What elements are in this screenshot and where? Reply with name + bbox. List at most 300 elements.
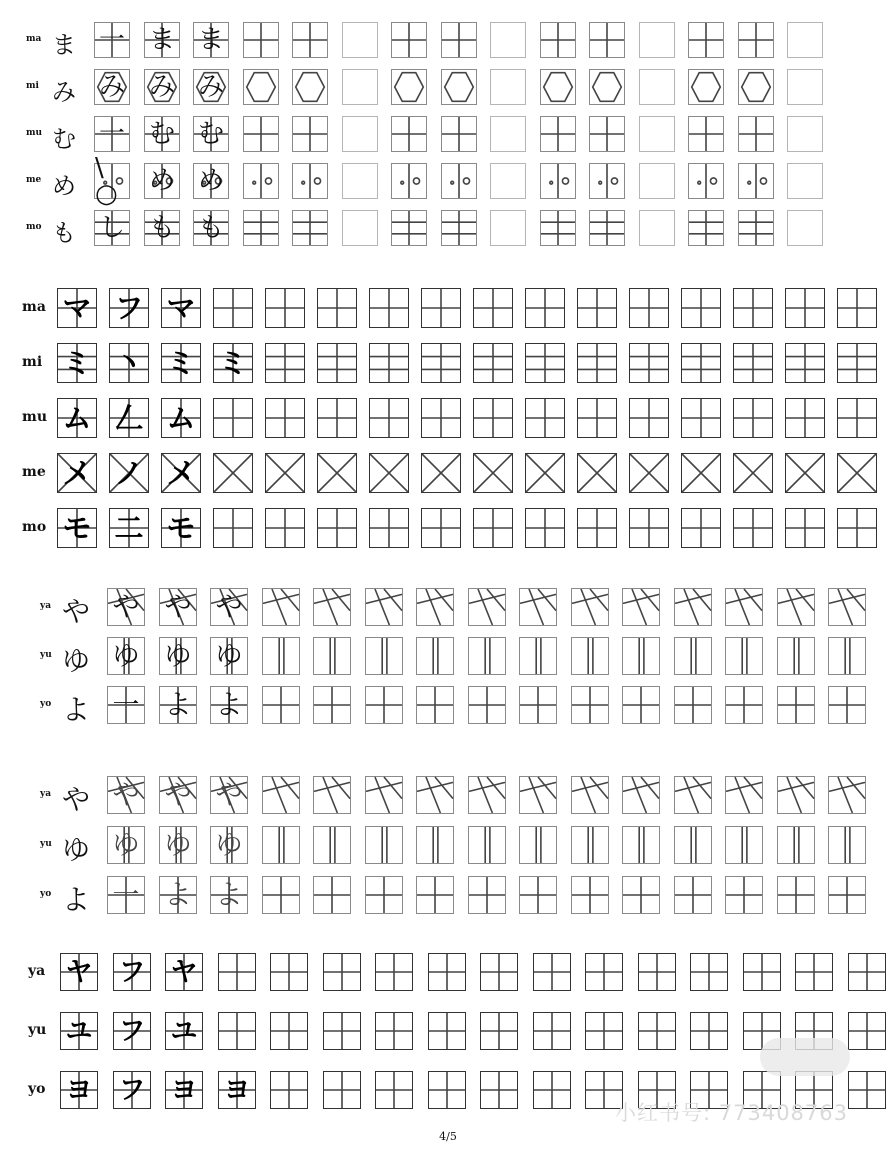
- tracing-box[interactable]: [210, 588, 248, 626]
- trace-character: ヨ: [170, 1074, 198, 1106]
- blank-practice-box[interactable]: [342, 210, 378, 246]
- practice-box[interactable]: [468, 686, 506, 724]
- practice-box[interactable]: [629, 398, 669, 438]
- practice-box[interactable]: [369, 508, 409, 548]
- practice-box[interactable]: [738, 116, 774, 152]
- practice-box[interactable]: [777, 776, 815, 814]
- practice-box[interactable]: [428, 1012, 466, 1050]
- practice-box[interactable]: [323, 1071, 361, 1109]
- practice-box[interactable]: [218, 1012, 256, 1050]
- practice-box[interactable]: [629, 508, 669, 548]
- tracing-box[interactable]: [144, 163, 180, 199]
- practice-box[interactable]: [441, 116, 477, 152]
- practice-box[interactable]: [577, 288, 617, 328]
- blank-practice-box[interactable]: [639, 22, 675, 58]
- tracing-box[interactable]: [60, 1012, 98, 1050]
- practice-box[interactable]: [473, 508, 513, 548]
- trace-character: や: [112, 591, 140, 623]
- tracing-box[interactable]: [144, 116, 180, 152]
- tracing-box[interactable]: [94, 22, 130, 58]
- tracing-box[interactable]: [113, 953, 151, 991]
- practice-box[interactable]: [777, 637, 815, 675]
- practice-box[interactable]: [468, 776, 506, 814]
- practice-box[interactable]: [265, 398, 305, 438]
- blank-practice-box[interactable]: [639, 116, 675, 152]
- practice-row-ya: [0, 953, 896, 991]
- tracing-box[interactable]: [107, 588, 145, 626]
- tracing-box[interactable]: [159, 826, 197, 864]
- tracing-box[interactable]: [159, 776, 197, 814]
- practice-box[interactable]: [674, 637, 712, 675]
- practice-box[interactable]: [848, 1071, 886, 1109]
- tracing-box[interactable]: [94, 153, 130, 209]
- practice-box[interactable]: [688, 163, 724, 199]
- practice-box[interactable]: [622, 686, 660, 724]
- practice-box[interactable]: [391, 22, 427, 58]
- practice-box[interactable]: [519, 686, 557, 724]
- blank-practice-box[interactable]: [342, 116, 378, 152]
- tracing-box[interactable]: [94, 210, 130, 246]
- tracing-box[interactable]: [144, 210, 180, 246]
- practice-box[interactable]: [785, 508, 825, 548]
- blank-practice-box[interactable]: [342, 22, 378, 58]
- practice-box[interactable]: [243, 116, 279, 152]
- practice-box[interactable]: [777, 826, 815, 864]
- practice-box[interactable]: [533, 1012, 571, 1050]
- practice-box[interactable]: [777, 686, 815, 724]
- practice-box[interactable]: [571, 876, 609, 914]
- practice-box[interactable]: [416, 826, 454, 864]
- practice-box[interactable]: [473, 288, 513, 328]
- practice-box[interactable]: [622, 588, 660, 626]
- tracing-box[interactable]: [213, 343, 253, 383]
- practice-box[interactable]: [262, 826, 300, 864]
- practice-box[interactable]: [725, 876, 763, 914]
- practice-box[interactable]: [743, 953, 781, 991]
- practice-box[interactable]: [265, 508, 305, 548]
- practice-box[interactable]: [681, 343, 721, 383]
- trace-character: よ: [164, 689, 192, 721]
- tracing-box[interactable]: [193, 116, 229, 152]
- tracing-box[interactable]: [193, 22, 229, 58]
- trace-character: み: [197, 72, 224, 102]
- practice-box[interactable]: [681, 508, 721, 548]
- practice-box[interactable]: [369, 453, 409, 493]
- blank-practice-box[interactable]: [490, 210, 526, 246]
- practice-box[interactable]: [725, 776, 763, 814]
- tracing-box[interactable]: [210, 686, 248, 724]
- practice-box[interactable]: [313, 876, 351, 914]
- practice-box[interactable]: [375, 1012, 413, 1050]
- practice-box[interactable]: [369, 398, 409, 438]
- practice-box[interactable]: [525, 453, 565, 493]
- practice-box[interactable]: [622, 826, 660, 864]
- practice-box[interactable]: [577, 343, 617, 383]
- practice-box[interactable]: [313, 776, 351, 814]
- practice-box[interactable]: [837, 453, 877, 493]
- tracing-box[interactable]: [60, 1071, 98, 1109]
- practice-box[interactable]: [243, 22, 279, 58]
- tracing-box[interactable]: [109, 288, 149, 328]
- practice-box[interactable]: [738, 163, 774, 199]
- practice-box[interactable]: [365, 876, 403, 914]
- tracing-box[interactable]: [161, 508, 201, 548]
- practice-box[interactable]: [540, 69, 576, 105]
- blank-practice-box[interactable]: [490, 22, 526, 58]
- blank-practice-box[interactable]: [787, 210, 823, 246]
- practice-box[interactable]: [262, 686, 300, 724]
- practice-box[interactable]: [837, 398, 877, 438]
- practice-box[interactable]: [577, 453, 617, 493]
- practice-box[interactable]: [540, 163, 576, 199]
- practice-box[interactable]: [292, 163, 328, 199]
- practice-box[interactable]: [468, 637, 506, 675]
- tracing-box[interactable]: [57, 398, 97, 438]
- tracing-box[interactable]: [193, 69, 229, 105]
- tracing-box[interactable]: [159, 876, 197, 914]
- practice-box[interactable]: [589, 210, 625, 246]
- practice-box[interactable]: [473, 398, 513, 438]
- practice-box[interactable]: [688, 22, 724, 58]
- practice-box[interactable]: [473, 343, 513, 383]
- practice-box[interactable]: [416, 776, 454, 814]
- practice-box[interactable]: [540, 116, 576, 152]
- blank-practice-box[interactable]: [490, 116, 526, 152]
- practice-box[interactable]: [738, 210, 774, 246]
- practice-box[interactable]: [218, 953, 256, 991]
- practice-box[interactable]: [519, 776, 557, 814]
- blank-practice-box[interactable]: [639, 163, 675, 199]
- practice-box[interactable]: [828, 826, 866, 864]
- practice-box[interactable]: [365, 826, 403, 864]
- practice-box[interactable]: [525, 398, 565, 438]
- practice-box[interactable]: [848, 1012, 886, 1050]
- practice-box[interactable]: [629, 343, 669, 383]
- practice-box[interactable]: [365, 637, 403, 675]
- practice-box[interactable]: [589, 163, 625, 199]
- tracing-box[interactable]: [107, 637, 145, 675]
- practice-box[interactable]: [785, 453, 825, 493]
- practice-box[interactable]: [421, 288, 461, 328]
- practice-box[interactable]: [828, 637, 866, 675]
- practice-box[interactable]: [375, 1071, 413, 1109]
- tracing-box[interactable]: [161, 398, 201, 438]
- practice-box[interactable]: [681, 288, 721, 328]
- practice-box[interactable]: [421, 508, 461, 548]
- tracing-box[interactable]: [94, 69, 130, 105]
- practice-box[interactable]: [519, 876, 557, 914]
- practice-box[interactable]: [638, 953, 676, 991]
- practice-box[interactable]: [292, 210, 328, 246]
- practice-box[interactable]: [738, 69, 774, 105]
- tracing-box[interactable]: [109, 453, 149, 493]
- tracing-box[interactable]: [109, 508, 149, 548]
- tracing-box[interactable]: [57, 508, 97, 548]
- practice-box[interactable]: [525, 288, 565, 328]
- practice-box[interactable]: [416, 876, 454, 914]
- practice-box[interactable]: [292, 69, 328, 105]
- blank-practice-box[interactable]: [787, 69, 823, 105]
- tracing-box[interactable]: [107, 826, 145, 864]
- tracing-box[interactable]: [113, 1012, 151, 1050]
- practice-box[interactable]: [688, 69, 724, 105]
- practice-box[interactable]: [519, 637, 557, 675]
- practice-box[interactable]: [292, 116, 328, 152]
- practice-box[interactable]: [622, 637, 660, 675]
- practice-box[interactable]: [416, 686, 454, 724]
- practice-box[interactable]: [837, 343, 877, 383]
- practice-box[interactable]: [262, 588, 300, 626]
- blank-practice-box[interactable]: [639, 210, 675, 246]
- practice-box[interactable]: [828, 588, 866, 626]
- practice-box[interactable]: [441, 22, 477, 58]
- practice-box[interactable]: [365, 686, 403, 724]
- tracing-box[interactable]: [161, 453, 201, 493]
- practice-box[interactable]: [480, 1012, 518, 1050]
- practice-box[interactable]: [688, 116, 724, 152]
- practice-box[interactable]: [674, 776, 712, 814]
- practice-box[interactable]: [589, 69, 625, 105]
- tracing-box[interactable]: [165, 953, 203, 991]
- practice-box[interactable]: [265, 288, 305, 328]
- practice-box[interactable]: [777, 876, 815, 914]
- practice-box[interactable]: [421, 343, 461, 383]
- romaji-label: yu: [28, 1021, 47, 1038]
- practice-box[interactable]: [262, 776, 300, 814]
- practice-box[interactable]: [428, 1071, 466, 1109]
- practice-box[interactable]: [629, 288, 669, 328]
- practice-box[interactable]: [638, 1012, 676, 1050]
- practice-box[interactable]: [577, 398, 617, 438]
- practice-box[interactable]: [313, 588, 351, 626]
- practice-box[interactable]: [785, 398, 825, 438]
- tracing-box[interactable]: [161, 343, 201, 383]
- practice-box[interactable]: [589, 116, 625, 152]
- practice-box[interactable]: [690, 953, 728, 991]
- practice-box[interactable]: [738, 22, 774, 58]
- trace-character: よ: [215, 689, 243, 721]
- practice-box[interactable]: [480, 1071, 518, 1109]
- practice-box[interactable]: [473, 453, 513, 493]
- practice-box[interactable]: [540, 22, 576, 58]
- practice-box[interactable]: [848, 953, 886, 991]
- practice-box[interactable]: [313, 637, 351, 675]
- practice-box[interactable]: [317, 343, 357, 383]
- practice-box[interactable]: [391, 210, 427, 246]
- tracing-box[interactable]: [60, 953, 98, 991]
- practice-box[interactable]: [262, 637, 300, 675]
- practice-box[interactable]: [571, 588, 609, 626]
- practice-box[interactable]: [416, 588, 454, 626]
- practice-box[interactable]: [577, 508, 617, 548]
- tracing-box[interactable]: [210, 637, 248, 675]
- tracing-box[interactable]: [210, 776, 248, 814]
- tracing-box[interactable]: [57, 343, 97, 383]
- practice-box[interactable]: [828, 686, 866, 724]
- practice-box[interactable]: [785, 288, 825, 328]
- practice-box[interactable]: [468, 826, 506, 864]
- practice-box[interactable]: [468, 876, 506, 914]
- tracing-box[interactable]: [218, 1071, 256, 1109]
- practice-box[interactable]: [441, 163, 477, 199]
- trace-character: ム: [62, 400, 92, 435]
- practice-box[interactable]: [270, 953, 308, 991]
- practice-box[interactable]: [265, 453, 305, 493]
- practice-box[interactable]: [243, 69, 279, 105]
- practice-box[interactable]: [317, 288, 357, 328]
- practice-box[interactable]: [785, 343, 825, 383]
- tracing-box[interactable]: [107, 686, 145, 724]
- practice-box[interactable]: [365, 588, 403, 626]
- practice-box[interactable]: [725, 826, 763, 864]
- practice-box[interactable]: [317, 398, 357, 438]
- practice-box[interactable]: [674, 826, 712, 864]
- tracing-box[interactable]: [159, 637, 197, 675]
- blank-practice-box[interactable]: [342, 163, 378, 199]
- tracing-box[interactable]: [159, 588, 197, 626]
- practice-box[interactable]: [292, 22, 328, 58]
- tracing-box[interactable]: [144, 22, 180, 58]
- practice-box[interactable]: [571, 686, 609, 724]
- blank-practice-box[interactable]: [490, 69, 526, 105]
- practice-box[interactable]: [533, 953, 571, 991]
- practice-box[interactable]: [690, 1012, 728, 1050]
- practice-box[interactable]: [391, 116, 427, 152]
- practice-box[interactable]: [313, 686, 351, 724]
- tracing-box[interactable]: [57, 288, 97, 328]
- reference-character: や: [62, 782, 91, 816]
- blank-practice-box[interactable]: [639, 69, 675, 105]
- practice-box[interactable]: [725, 686, 763, 724]
- practice-box[interactable]: [317, 453, 357, 493]
- practice-box[interactable]: [725, 588, 763, 626]
- practice-box[interactable]: [837, 288, 877, 328]
- practice-box[interactable]: [585, 1012, 623, 1050]
- practice-box[interactable]: [622, 876, 660, 914]
- practice-box[interactable]: [533, 1071, 571, 1109]
- practice-box[interactable]: [441, 69, 477, 105]
- tracing-box[interactable]: [210, 826, 248, 864]
- practice-box[interactable]: [733, 508, 773, 548]
- practice-box[interactable]: [391, 69, 427, 105]
- romaji-label: mi: [26, 81, 39, 92]
- practice-box[interactable]: [270, 1071, 308, 1109]
- tracing-box[interactable]: [193, 163, 229, 199]
- practice-box[interactable]: [369, 343, 409, 383]
- practice-box[interactable]: [317, 508, 357, 548]
- trace-character: む: [197, 119, 224, 149]
- practice-box[interactable]: [391, 163, 427, 199]
- tracing-box[interactable]: [144, 69, 180, 105]
- practice-box[interactable]: [265, 343, 305, 383]
- practice-box[interactable]: [441, 210, 477, 246]
- practice-box[interactable]: [480, 953, 518, 991]
- tracing-box[interactable]: [159, 686, 197, 724]
- practice-box[interactable]: [313, 826, 351, 864]
- practice-box[interactable]: [525, 343, 565, 383]
- practice-box[interactable]: [733, 288, 773, 328]
- practice-box[interactable]: [213, 453, 253, 493]
- blank-practice-box[interactable]: [787, 163, 823, 199]
- practice-box[interactable]: [674, 876, 712, 914]
- blank-practice-box[interactable]: [787, 116, 823, 152]
- practice-box[interactable]: [519, 588, 557, 626]
- practice-box[interactable]: [365, 776, 403, 814]
- tracing-box[interactable]: [113, 1071, 151, 1109]
- practice-box[interactable]: [416, 637, 454, 675]
- tracing-box[interactable]: [107, 876, 145, 914]
- practice-box[interactable]: [421, 453, 461, 493]
- practice-box[interactable]: [468, 588, 506, 626]
- practice-box[interactable]: [213, 508, 253, 548]
- practice-box[interactable]: [375, 953, 413, 991]
- practice-box[interactable]: [243, 163, 279, 199]
- practice-box[interactable]: [733, 343, 773, 383]
- practice-box[interactable]: [519, 826, 557, 864]
- tracing-box[interactable]: [109, 343, 149, 383]
- practice-box[interactable]: [828, 776, 866, 814]
- tracing-box[interactable]: [161, 288, 201, 328]
- practice-box[interactable]: [243, 210, 279, 246]
- practice-box[interactable]: [733, 453, 773, 493]
- trace-character: メ: [166, 455, 196, 490]
- tracing-box[interactable]: [109, 398, 149, 438]
- practice-box[interactable]: [777, 588, 815, 626]
- practice-box[interactable]: [585, 953, 623, 991]
- practice-box[interactable]: [540, 210, 576, 246]
- practice-box[interactable]: [262, 876, 300, 914]
- practice-box[interactable]: [674, 588, 712, 626]
- practice-box[interactable]: [428, 953, 466, 991]
- practice-box[interactable]: [213, 288, 253, 328]
- practice-box[interactable]: [421, 398, 461, 438]
- practice-box[interactable]: [622, 776, 660, 814]
- practice-box[interactable]: [571, 776, 609, 814]
- practice-box[interactable]: [681, 453, 721, 493]
- tracing-box[interactable]: [165, 1012, 203, 1050]
- practice-box[interactable]: [571, 826, 609, 864]
- practice-box[interactable]: [795, 953, 833, 991]
- practice-box[interactable]: [323, 1012, 361, 1050]
- practice-box[interactable]: [571, 637, 609, 675]
- practice-box[interactable]: [688, 210, 724, 246]
- tracing-box[interactable]: [107, 776, 145, 814]
- practice-box[interactable]: [733, 398, 773, 438]
- practice-box[interactable]: [213, 398, 253, 438]
- practice-box[interactable]: [681, 398, 721, 438]
- tracing-box[interactable]: [193, 210, 229, 246]
- practice-box[interactable]: [837, 508, 877, 548]
- blank-practice-box[interactable]: [342, 69, 378, 105]
- reference-character: め: [52, 172, 76, 201]
- practice-box[interactable]: [525, 508, 565, 548]
- practice-box[interactable]: [323, 953, 361, 991]
- practice-box[interactable]: [828, 876, 866, 914]
- practice-box[interactable]: [369, 288, 409, 328]
- tracing-box[interactable]: [165, 1071, 203, 1109]
- practice-row-yu: [0, 637, 896, 675]
- practice-box[interactable]: [629, 453, 669, 493]
- tracing-box[interactable]: [94, 116, 130, 152]
- blank-practice-box[interactable]: [490, 163, 526, 199]
- tracing-box[interactable]: [210, 876, 248, 914]
- blank-practice-box[interactable]: [787, 22, 823, 58]
- practice-box[interactable]: [725, 637, 763, 675]
- tracing-box[interactable]: [57, 453, 97, 493]
- practice-box[interactable]: [589, 22, 625, 58]
- practice-box[interactable]: [674, 686, 712, 724]
- practice-box[interactable]: [270, 1012, 308, 1050]
